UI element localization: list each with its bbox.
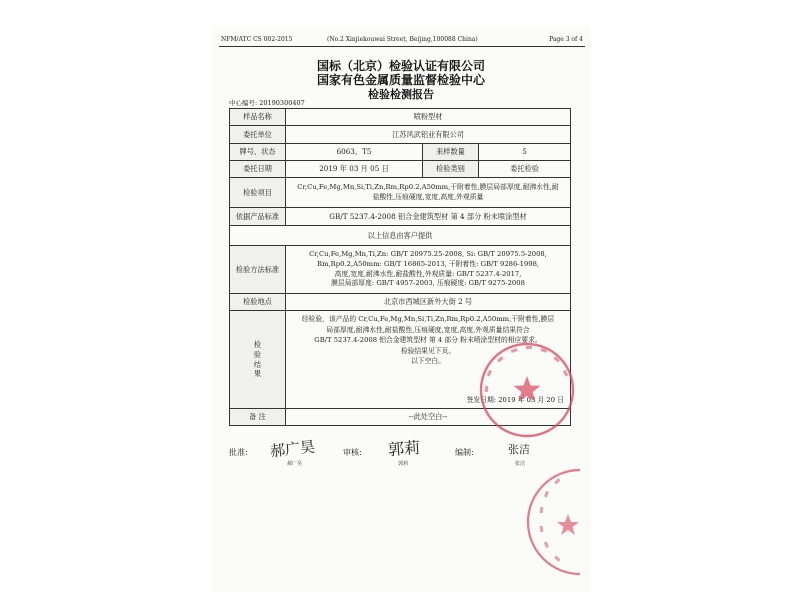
issue-date: 签发日期: 2019 年 03 月 20 日 [466, 396, 565, 405]
grade-value: 6063、T5 [286, 144, 423, 161]
remark-value: --此处空白-- [286, 409, 571, 426]
document-code: NFM/ATC CS 002-2015 [221, 36, 293, 43]
location-label: 检验地点 [230, 294, 286, 311]
inspection-seal-icon [475, 338, 579, 442]
standard-value: GB/T 5237.4-2008 铝合金建筑型材 第 4 部分 粉末喷涂型材 [286, 208, 571, 226]
grade-label: 牌号、状态 [230, 144, 286, 161]
table-row [230, 246, 571, 294]
client-info-note: 以上信息由客户提供 [230, 226, 571, 246]
compile-label: 编制: [455, 448, 474, 457]
result-line: 以下空白。 [411, 357, 445, 366]
inspect-type-value: 委托检验 [479, 161, 571, 178]
inspect-type-label: 检验类别 [423, 161, 479, 178]
review-signature: 郭莉 [387, 437, 421, 460]
items-value: Cr,Cu,Fe,Mg,Mn,Si,Ti,Zn,Rm,Rp0.2,A50mm,干附着性,膜层局部厚度,耐沸水性,耐盐酸性,压痕硬度,宽度,高度,外观质量 [286, 178, 571, 208]
result-line: GB/T 5237.4-2008 铝合金建筑型材 第 4 部分 粉末喷涂型材的相应要求。 [314, 336, 542, 345]
approve-signature: 郝广昊 [269, 437, 316, 461]
compile-printed-name: 张洁 [515, 461, 526, 467]
items-label: 检验项目 [230, 178, 286, 208]
quantity-label: 来样数量 [423, 144, 479, 161]
method-line: 高度,宽度,耐沸水性,耐盐酸性,外观质量: GB/T 5237.4-2017, [334, 269, 522, 278]
header-address: (No.2 Xinjiekouwai Street, Beijing,100088 China) [327, 36, 478, 43]
sample-name-label: 样品名称 [230, 109, 286, 126]
location-value: 北京市西城区新外大街 2 号 [286, 294, 571, 311]
remark-label: 备 注 [230, 409, 286, 426]
table-row [230, 109, 571, 126]
table-row [230, 126, 571, 144]
result-line: 局部厚度,耐沸水性,耐盐酸性,压痕硬度,宽度,高度,外观质量结果符合 [326, 325, 530, 334]
org-title: 国标（北京）检验认证有限公司 [316, 59, 485, 73]
sample-name-value: 喷粉型材 [286, 109, 571, 126]
center-title: 国家有色金属质量监督检验中心 [316, 73, 485, 87]
center-number: 中心编号: 20190300407 [229, 99, 305, 107]
method-value [286, 246, 571, 294]
table-row [230, 161, 571, 178]
table-row [230, 208, 571, 226]
review-printed-name: 郭莉 [398, 461, 409, 467]
approve-label: 批准: [229, 448, 248, 457]
table-row [230, 294, 571, 311]
page-seam-seal-icon [510, 466, 580, 578]
review-label: 审核: [343, 448, 362, 457]
compile-signature: 张洁 [508, 443, 530, 456]
table-row [230, 226, 571, 246]
report-title: 检验检测报告 [368, 88, 434, 101]
approve-printed-name: 郝广昊 [287, 461, 303, 467]
client-value: 江苏风武铝业有限公司 [286, 126, 571, 144]
table-row [230, 144, 571, 161]
table-row [230, 178, 571, 208]
method-label: 检验方法标准 [230, 246, 286, 294]
client-label: 委托单位 [230, 126, 286, 144]
date-label: 委托日期 [230, 161, 286, 178]
result-label: 检 验 结 果 [230, 311, 286, 409]
page-header [219, 34, 585, 47]
method-line: Cr,Cu,Fe,Mg,Mn,Ti,Zn: GB/T 20975.25-2008, Si: GB/T 20975.5-2008, [309, 249, 547, 258]
method-line: Rm,Rp0.2,A50mm: GB/T 16865-2013, 干附着性: GB/T 9286-1998, [316, 259, 540, 268]
result-line: 检验结果见下页。 [400, 346, 456, 355]
quantity-value: 5 [479, 144, 571, 161]
date-value: 2019 年 03 月 05 日 [286, 161, 423, 178]
page-number: Page 3 of 4 [549, 36, 583, 43]
standard-label: 依据产品标准 [230, 208, 286, 226]
result-line: 经检验，该产品的 Cr,Cu,Fe,Mg,Mn,Si,Ti,Zn,Rm,Rp0.2,A50mm,干附着性,膜层 [301, 315, 555, 323]
method-line: 膜层局部厚度: GB/T 4957-2003, 压痕硬度: GB/T 9275-2008 [331, 279, 525, 288]
